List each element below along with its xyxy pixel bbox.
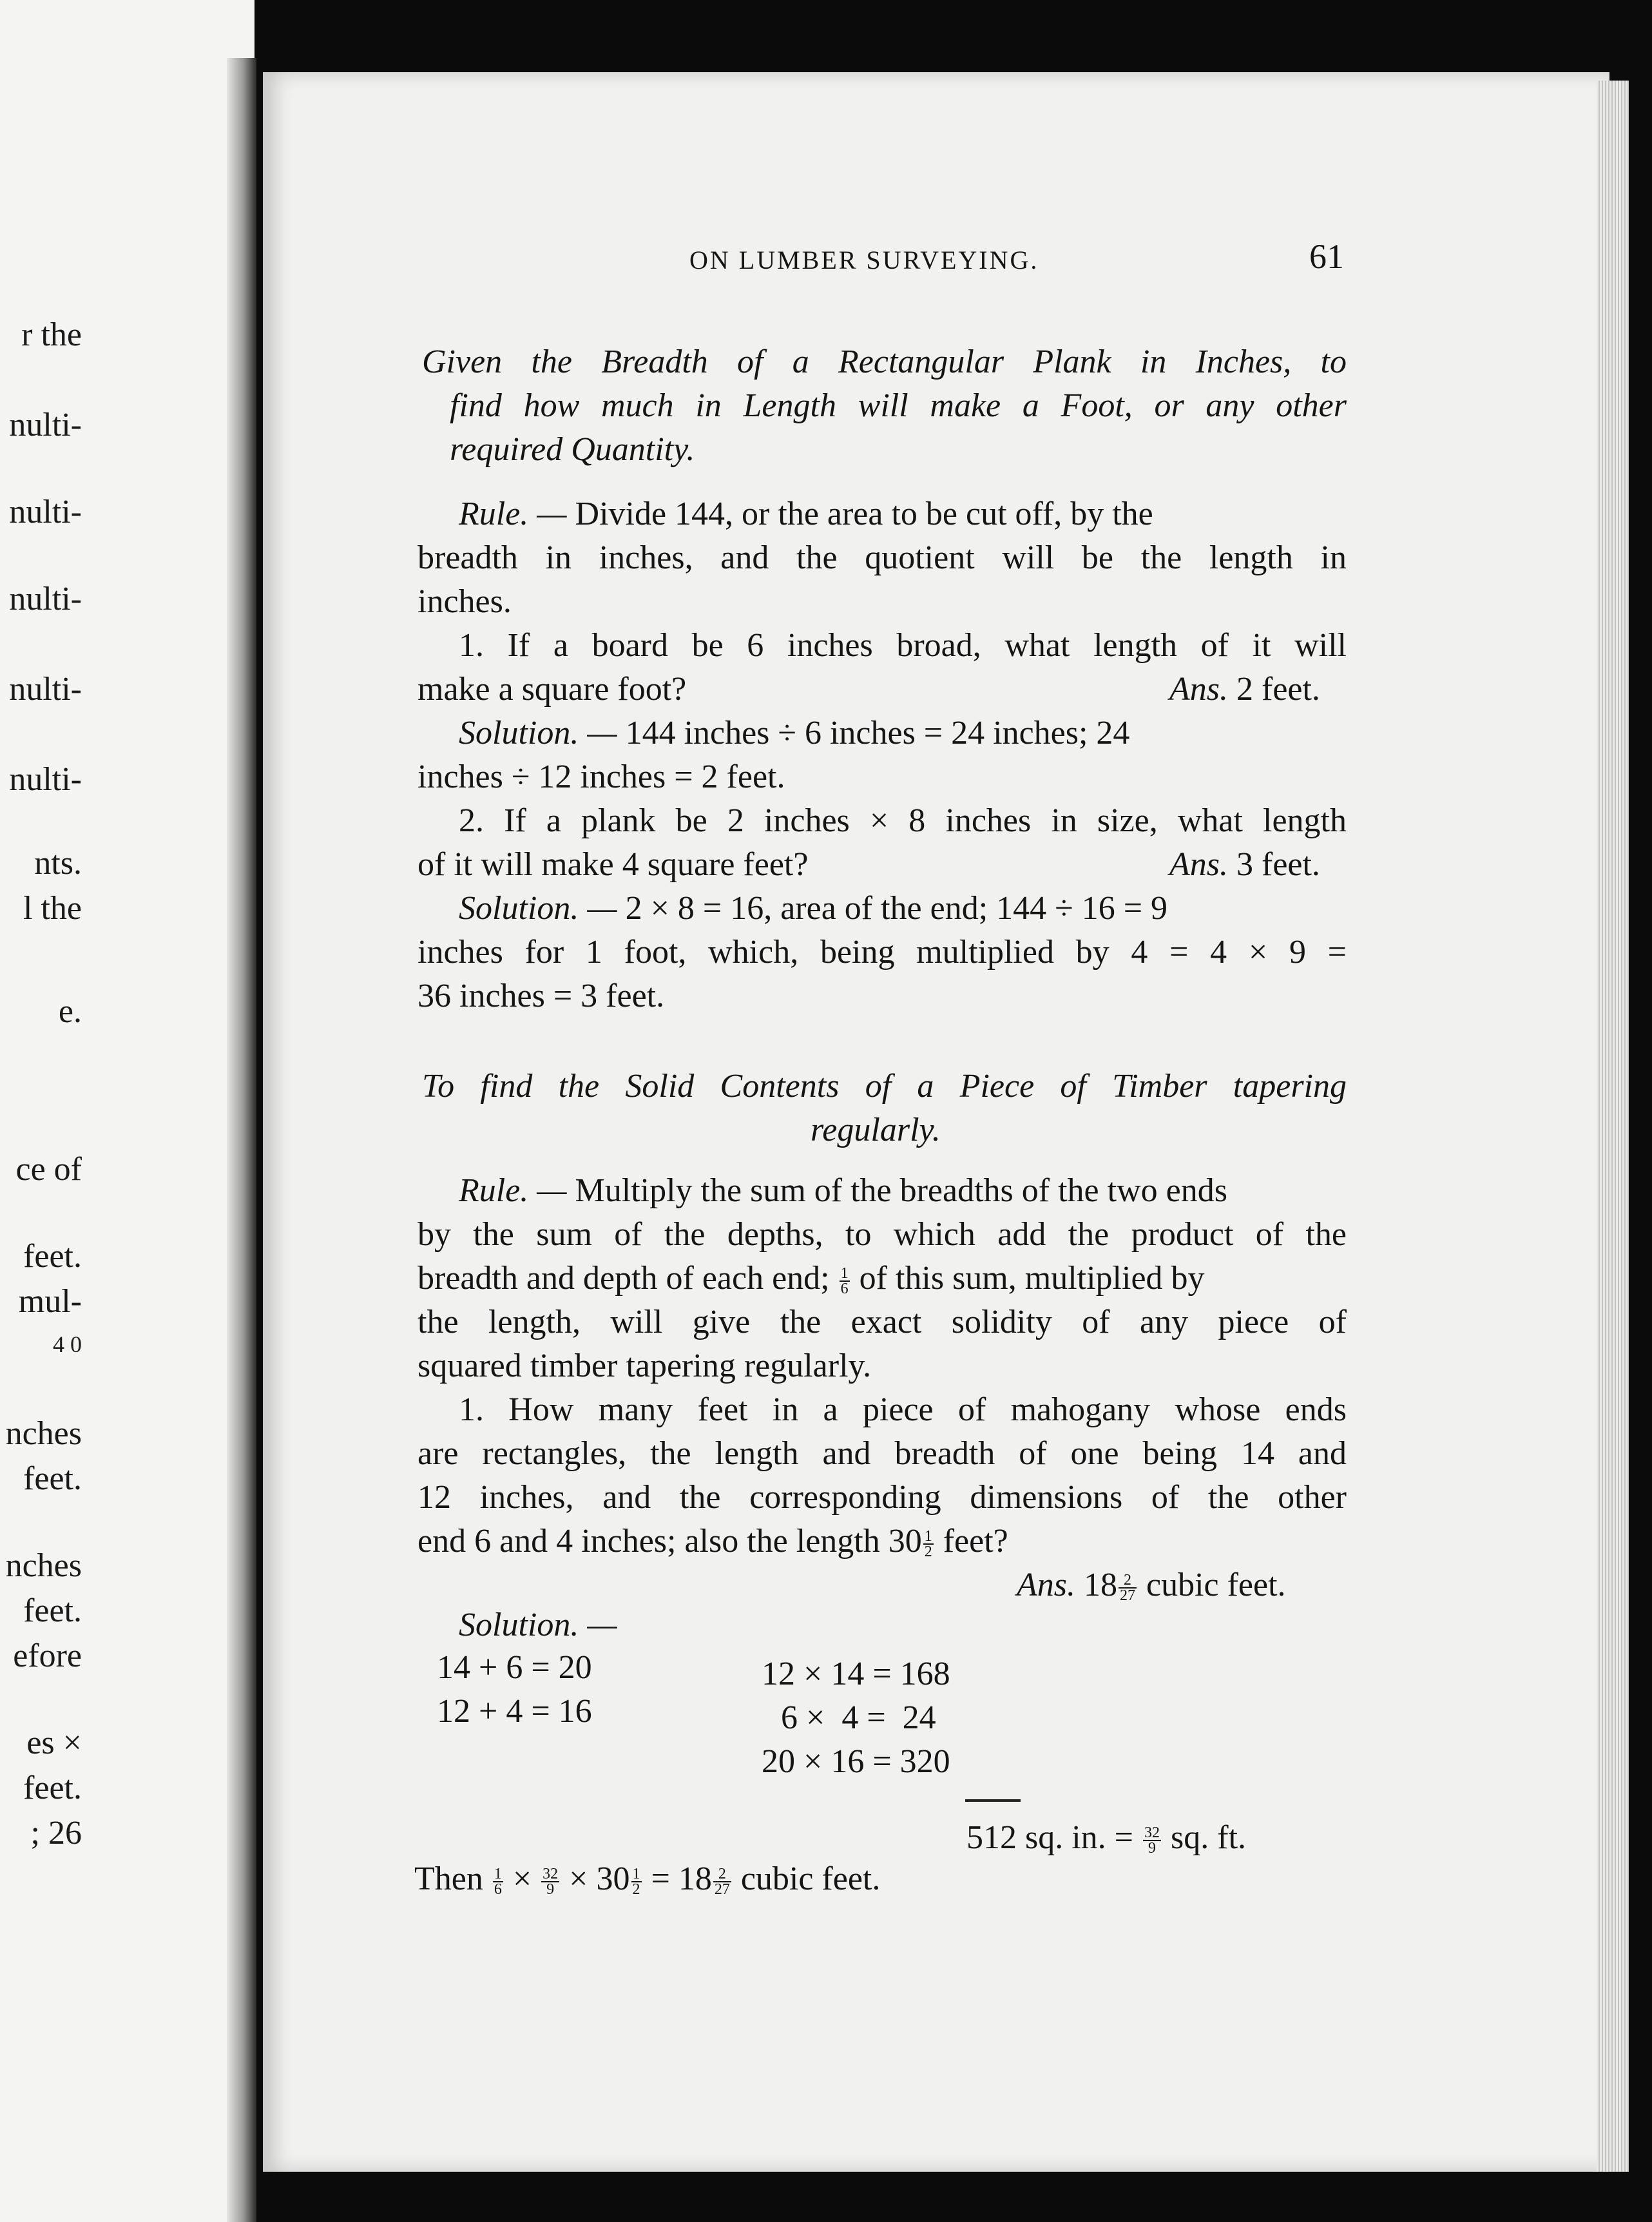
sum-rule	[965, 1799, 1021, 1802]
left-fragment: 4 0	[53, 1331, 82, 1357]
solution-line: inches for 1 foot, which, being multiplied by 4 = 4 × 9 =	[418, 934, 1347, 971]
left-fragment: nulti-	[9, 494, 82, 530]
fraction-one-sixth: $\frac{1}{6}$	[840, 1265, 849, 1298]
left-fragment: l the	[23, 890, 82, 927]
left-fragment: es ×	[26, 1724, 82, 1761]
section-heading-line: To find the Solid Contents of a Piece of Timber tapering	[422, 1068, 1347, 1105]
rule-label: Rule. —	[459, 1172, 567, 1209]
answer-value: 2 feet.	[1236, 671, 1320, 708]
rule-paragraph-line: by the sum of the depths, to which add the product of the	[418, 1216, 1347, 1253]
previous-page	[0, 0, 255, 2222]
answer-label: Ans.	[1169, 846, 1228, 883]
example-answer	[1169, 844, 1320, 885]
running-title: ON LUMBER SURVEYING.	[689, 246, 1039, 275]
example-question-line: make a square foot?	[418, 671, 687, 708]
solution-label: Solution. —	[459, 715, 617, 751]
total-line	[966, 1817, 1246, 1859]
left-fragment: e.	[58, 993, 82, 1030]
example-question-line: 1. If a board be 6 inches broad, what length of it will	[459, 627, 1347, 664]
rule-label: Rule. —	[459, 496, 567, 532]
solution-line	[459, 888, 1347, 929]
example-question-line: 2. If a plank be 2 inches × 8 inches in size, what length	[459, 802, 1347, 839]
product-line: 20 × 16 = 320	[762, 1743, 950, 1780]
sum-line: 12 + 4 = 16	[437, 1693, 592, 1730]
answer-fraction: $\frac{2}{27}$	[1120, 1572, 1135, 1605]
product-line: 6 × 4 = 24	[781, 1699, 936, 1736]
rule-paragraph-line: inches.	[418, 583, 512, 620]
left-fragment: nches	[5, 1415, 82, 1452]
rule-paragraph-line	[459, 1170, 1347, 1212]
sum-line: 14 + 6 = 20	[437, 1649, 592, 1686]
solution-line: 36 inches = 3 feet.	[418, 978, 665, 1014]
page-gutter	[227, 58, 256, 2222]
solution-text: 144 inches ÷ 6 inches = 24 inches; 24	[625, 715, 1130, 751]
example-answer	[1169, 669, 1320, 710]
left-fragment: ; 26	[30, 1815, 82, 1851]
page-edges	[1597, 81, 1629, 2172]
total-left: 512 sq. in. =	[966, 1819, 1134, 1856]
total-fraction: $\frac{32}{9}$	[1144, 1824, 1160, 1857]
left-fragment: nches	[5, 1547, 82, 1584]
answer-whole: 18	[1084, 1567, 1117, 1603]
section-heading-line: required Quantity.	[450, 431, 695, 468]
rule-paragraph-line	[459, 494, 1347, 535]
section-heading-line: regularly.	[811, 1112, 941, 1148]
then-line: Then $\frac{1}{6}$ × $\frac{32}{9}$ × 30 $\frac{1}{2}$ = 18 $\frac{2}{27}$ cubic feet.	[414, 1860, 881, 1898]
example-question-line: end 6 and 4 inches; also the length 30 $\frac{1}{2}$ feet?	[418, 1523, 1008, 1561]
rule-text: of this sum, multiplied by	[859, 1260, 1205, 1297]
rule-text: breadth and depth of each end;	[418, 1260, 830, 1297]
section-heading-line: Given the Breadth of a Rectangular Plank in Inches, to	[422, 343, 1347, 380]
solution-text: 2 × 8 = 16, area of the end; 144 ÷ 16 = 9	[625, 890, 1168, 927]
left-fragment: nts.	[34, 845, 82, 882]
left-fragment: nulti-	[9, 671, 82, 708]
total-right: sq. ft.	[1171, 1819, 1247, 1856]
left-fragment: r the	[21, 316, 82, 353]
rule-paragraph-line: the length, will give the exact solidity of any piece of	[418, 1304, 1347, 1340]
product-line: 12 × 14 = 168	[762, 1656, 950, 1692]
section-heading-line: find how much in Length will make a Foot, or any other	[450, 387, 1347, 424]
example-question-line: of it will make 4 square feet?	[418, 846, 809, 883]
answer-label: Ans.	[1017, 1567, 1075, 1603]
answer-value: 3 feet.	[1236, 846, 1320, 883]
example-question-line: 1. How many feet in a piece of mahogany whose ends	[459, 1391, 1347, 1428]
fraction-one-half: $\frac{1}{2}$	[924, 1528, 932, 1561]
rule-text: Multiply the sum of the breadths of the two ends	[575, 1172, 1227, 1209]
page-number: 61	[1309, 237, 1344, 276]
left-fragment: mul-	[18, 1283, 82, 1320]
example-question-line: 12 inches, and the corresponding dimensions of the other	[418, 1479, 1347, 1516]
left-fragment: feet.	[23, 1238, 82, 1275]
left-fragment: feet.	[23, 1460, 82, 1497]
example-answer	[1017, 1565, 1286, 1606]
left-fragment: efore	[13, 1638, 82, 1674]
solution-label: Solution. —	[459, 890, 617, 927]
solution-label: Solution. —	[459, 1607, 617, 1643]
answer-label: Ans.	[1169, 671, 1228, 708]
example-question-line: are rectangles, the length and breadth of one being 14 and	[418, 1435, 1347, 1472]
solution-line: inches ÷ 12 inches = 2 feet.	[418, 758, 785, 795]
left-fragment: nulti-	[9, 581, 82, 617]
left-fragment: feet.	[23, 1770, 82, 1806]
rule-text: Divide 144, or the area to be cut off, by the	[575, 496, 1153, 532]
left-fragment: nulti-	[9, 407, 82, 443]
rule-paragraph-line	[418, 1258, 1347, 1299]
left-fragment: feet.	[23, 1592, 82, 1629]
left-fragment: nulti-	[9, 761, 82, 798]
solution-line	[459, 713, 1347, 754]
rule-paragraph-line: squared timber tapering regularly.	[418, 1348, 872, 1384]
answer-unit: cubic feet.	[1146, 1567, 1286, 1603]
rule-paragraph-line: breadth in inches, and the quotient will be the length in	[418, 539, 1347, 576]
left-fragment: ce of	[15, 1151, 82, 1188]
